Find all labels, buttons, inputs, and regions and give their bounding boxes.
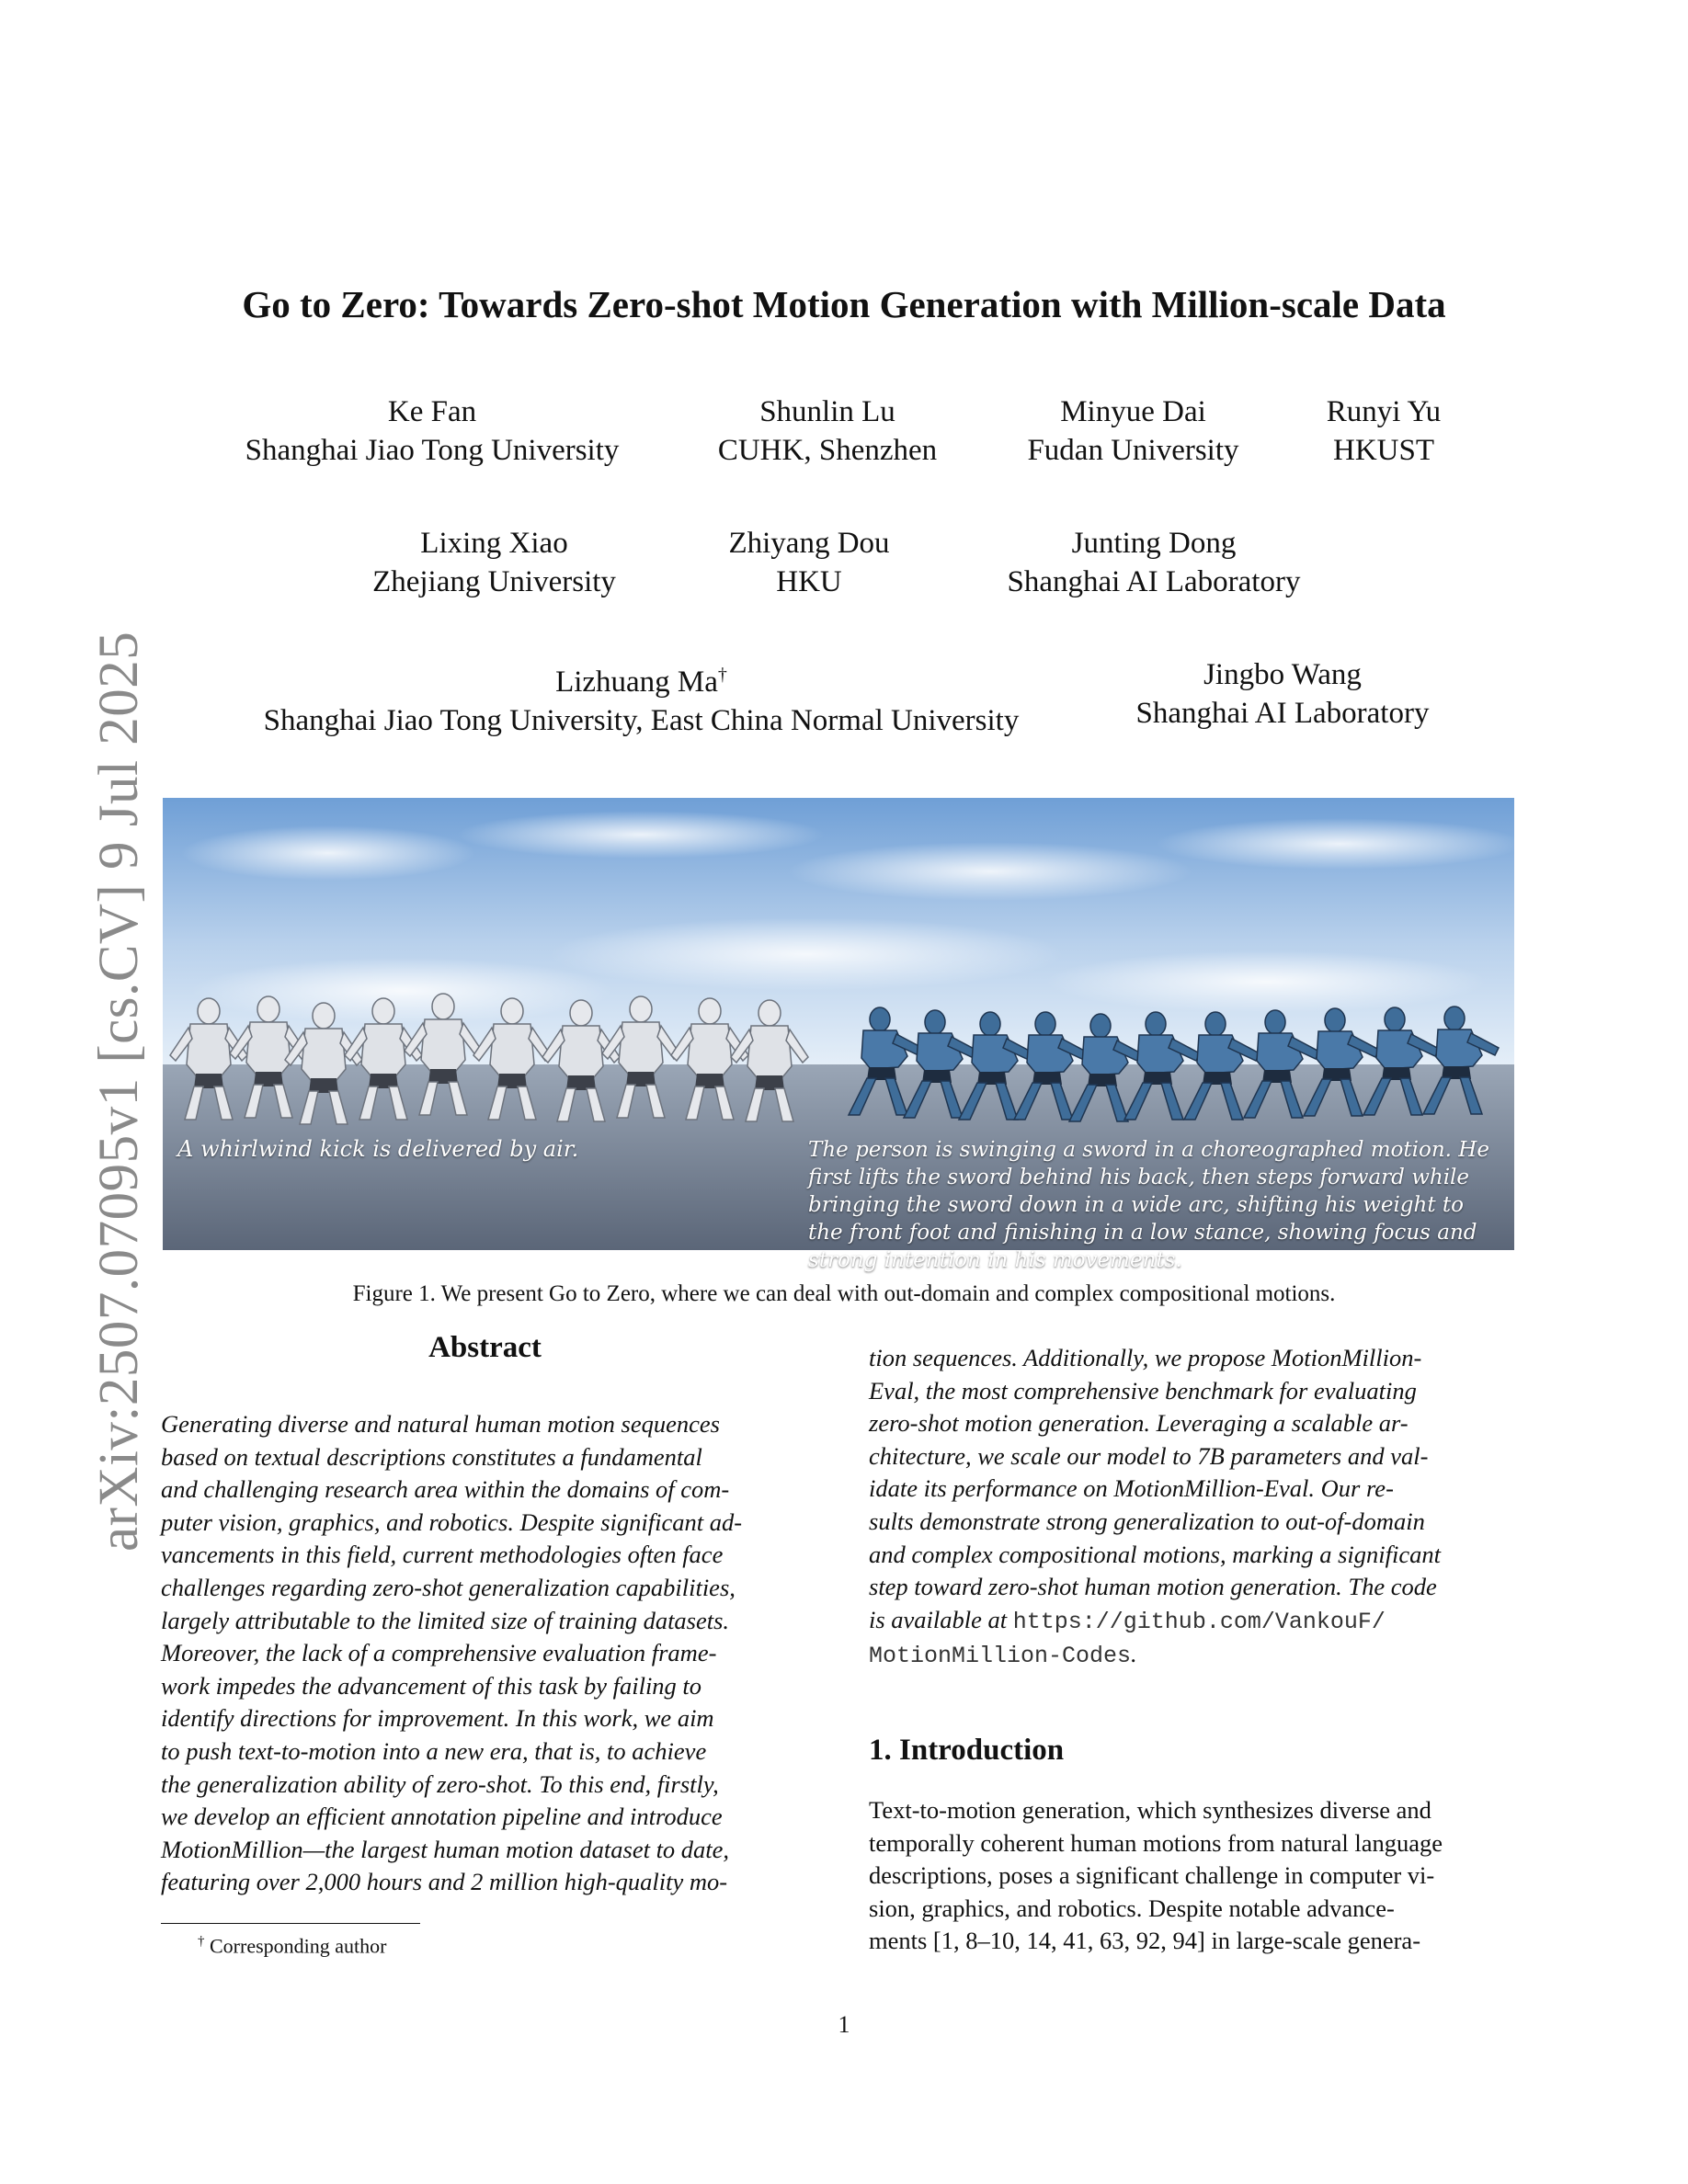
code-suffix: . — [1131, 1640, 1137, 1668]
abstract-line: idate its performance on MotionMillion-Eval. Our re- — [869, 1474, 1394, 1503]
author-affiliation: HKUST — [1332, 434, 1434, 467]
author-name: Ke Fan — [387, 395, 477, 428]
abstract-line: largely attributable to the limited size of training datasets. — [161, 1606, 730, 1634]
code-link[interactable]: MotionMillion-Codes — [869, 1643, 1132, 1670]
abstract-line: Moreover, the lack of a comprehensive evaluation frame- — [161, 1639, 717, 1667]
author-block — [230, 392, 634, 470]
intro-line: Text-to-motion generation, which synthesizes diverse and — [869, 1796, 1431, 1824]
corresponding-marker: † — [717, 665, 727, 685]
abstract-line: chitecture, we scale our model to 7B parameters and val- — [869, 1441, 1429, 1470]
abstract-line: tion sequences. Additionally, we propose MotionMillion- — [869, 1344, 1422, 1371]
author-affiliation: Shanghai AI Laboratory — [1007, 565, 1301, 598]
author-name: Runyi Yu — [1326, 395, 1442, 428]
author-block — [1016, 392, 1250, 470]
footnote — [198, 1928, 386, 1959]
abstract-line: puter vision, graphics, and robotics. Despite significant ad- — [161, 1507, 743, 1536]
author-affiliation: Shanghai AI Laboratory — [1135, 697, 1430, 730]
footnote-rule — [161, 1923, 420, 1924]
abstract-line: and challenging research area within the domains of com- — [161, 1475, 730, 1504]
abstract-line: based on textual descriptions constitutes a fundamental — [161, 1442, 702, 1471]
author-name: Minyue Dai — [1060, 395, 1206, 428]
author-affiliation: Zhejiang University — [372, 565, 616, 598]
abstract-text-left — [161, 1408, 809, 1899]
author-affiliation: Shanghai Jiao Tong University, East China Normal University — [263, 704, 1020, 737]
code-availability-line — [869, 1604, 1517, 1639]
abstract-line: vancements in this field, current methodologies often face — [161, 1541, 724, 1569]
author-block — [703, 392, 952, 470]
teaser-figure — [163, 798, 1514, 1272]
intro-line: descriptions, poses a significant challenge in computer vi- — [869, 1861, 1435, 1890]
intro-line: temporally coherent human motions from natural language — [869, 1828, 1443, 1857]
figure-caption: Figure 1. We present Go to Zero, where we can deal with out-domain and complex compositional motions. — [352, 1281, 1336, 1306]
abstract-line: Eval, the most comprehensive benchmark for evaluating — [869, 1376, 1417, 1405]
author-affiliation: Shanghai Jiao Tong University — [245, 434, 620, 467]
author-affiliation: CUHK, Shenzhen — [717, 434, 938, 467]
abstract-line: sults demonstrate strong generalization to out-of-domain — [869, 1507, 1425, 1535]
abstract-line: MotionMillion—the largest human motion dataset to date, — [161, 1835, 730, 1863]
abstract-line: the generalization ability of zero-shot. To this end, firstly, — [161, 1769, 719, 1798]
abstract-line: featuring over 2,000 hours and 2 million high-quality mo- — [161, 1868, 728, 1896]
abstract-text-right — [869, 1342, 1517, 1673]
abstract-line: to push text-to-motion into a new era, that is, to achieve — [161, 1736, 707, 1765]
author-block — [1117, 655, 1448, 733]
footnote-marker: † — [198, 1934, 205, 1949]
abstract-line: step toward zero-shot human motion generation. The code — [869, 1573, 1437, 1601]
code-link[interactable]: https://github.com/VankouF/ — [1012, 1608, 1386, 1635]
author-affiliation: Fudan University — [1027, 434, 1239, 467]
footnote-text: Corresponding author — [210, 1934, 387, 1958]
author-name: Shunlin Lu — [759, 395, 895, 428]
code-prefix: is available at — [869, 1605, 1008, 1633]
code-availability-line — [869, 1638, 1517, 1673]
author-block — [359, 524, 630, 601]
intro-line: ments [1, 8–10, 14, 41, 63, 92, 94] in large-scale genera- — [869, 1927, 1421, 1955]
author-name — [230, 655, 1053, 701]
abstract-line: we develop an efficient annotation pipeline and introduce — [161, 1803, 723, 1831]
abstract-heading: Abstract — [428, 1331, 542, 1364]
author-name: Zhiyang Dou — [728, 527, 890, 560]
author-block — [708, 524, 910, 601]
arxiv-stamp: arXiv:2507.07095v1 [cs.CV] 9 Jul 2025 — [88, 631, 150, 1552]
intro-line: sion, graphics, and robotics. Despite notable advance- — [869, 1894, 1395, 1922]
figure-prompt-right: The person is swinging a sword in a choreographed motion. He first lifts the sword behind his back, then steps forward while bringing the sword down in a wide arc, shifting his weight to the front foot and finishing in a low stance, showing focus and strong intention in his movements. — [808, 1138, 1489, 1272]
section-heading-introduction: 1. Introduction — [869, 1734, 1065, 1767]
author-name: Lixing Xiao — [420, 527, 568, 560]
figure-prompt-left: A whirlwind kick is delivered by air. — [177, 1136, 579, 1162]
author-block — [988, 524, 1319, 601]
paper-title: Go to Zero: Towards Zero-shot Motion Generation with Million-scale Data — [242, 283, 1446, 325]
abstract-line: Generating diverse and natural human motion sequences — [161, 1410, 720, 1438]
page-number: 1 — [838, 2011, 850, 2038]
author-name-text: Lizhuang Ma — [555, 665, 718, 699]
author-affiliation: HKU — [776, 565, 842, 598]
abstract-line: identify directions for improvement. In this work, we aim — [161, 1704, 714, 1733]
abstract-line: zero-shot motion generation. Leveraging a scalable ar- — [869, 1409, 1409, 1438]
author-block — [230, 655, 1053, 740]
author-block — [1310, 392, 1457, 470]
introduction-text — [869, 1794, 1517, 1958]
author-name: Jingbo Wang — [1203, 658, 1362, 691]
author-name: Junting Dong — [1071, 527, 1237, 560]
abstract-line: challenges regarding zero-shot generalization capabilities, — [161, 1573, 736, 1601]
abstract-line: and complex compositional motions, marking a significant — [869, 1540, 1441, 1568]
abstract-line: work impedes the advancement of this task by failing to — [161, 1671, 702, 1700]
